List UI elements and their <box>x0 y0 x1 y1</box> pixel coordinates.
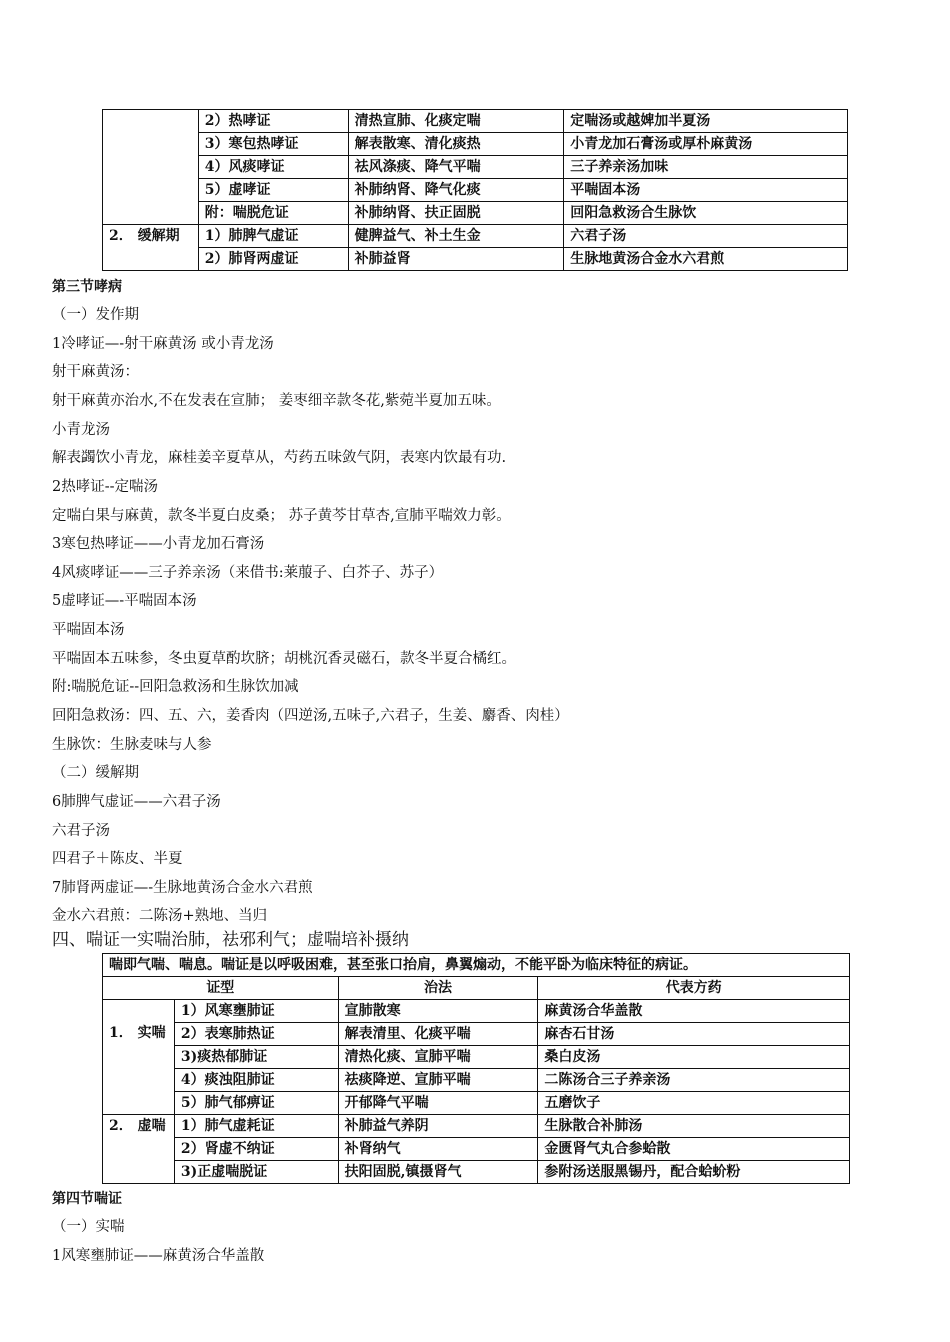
table-cell-group: 2． 虚喘 <box>103 1115 175 1184</box>
table-cell-method: 健脾益气、补土生金 <box>348 225 564 248</box>
table-row <box>103 179 848 202</box>
text-line: 金水六君煎：二陈汤+熟地、当归 <box>52 908 268 924</box>
table-row <box>103 1046 850 1069</box>
table-cell-formula: 六君子汤 <box>564 225 848 248</box>
table-cell-method: 扶阳固脱,镇摄肾气 <box>338 1161 538 1184</box>
text-line: 4风痰哮证——三子养亲汤（来借书:莱菔子、白芥子、苏子） <box>52 565 444 581</box>
table-cell-method: 清热宣肺、化痰定喘 <box>348 110 564 133</box>
table-cell-formula: 金匮肾气丸合参蛤散 <box>538 1138 850 1161</box>
table-cell-formula: 定喘汤或越婢加半夏汤 <box>564 110 848 133</box>
table-cell-method: 解表清里、化痰平喘 <box>338 1023 538 1046</box>
table-cell-type: 1）风寒壅肺证 <box>174 1000 338 1023</box>
table-cell-formula: 二陈汤合三子养亲汤 <box>538 1069 850 1092</box>
table-row <box>103 1000 850 1023</box>
table-cell-method: 补肾纳气 <box>338 1138 538 1161</box>
text-line: 定喘白果与麻黄，款冬半夏白皮桑； 苏子黄芩甘草杏,宣肺平喘效力彰。 <box>52 508 511 524</box>
table-cell-type: 3)痰热郁肺证 <box>174 1046 338 1069</box>
table-cell-method: 祛痰降逆、宣肺平喘 <box>338 1069 538 1092</box>
section-heading-dyspnea: 第四节喘证 <box>52 1191 122 1207</box>
table-cell-formula: 麻杏石甘汤 <box>538 1023 850 1046</box>
text-line: 2热哮证--定喘汤 <box>52 479 159 495</box>
table-cell-method: 祛风涤痰、降气平喘 <box>348 156 564 179</box>
text-line: 1冷哮证—-射干麻黄汤 或小青龙汤 <box>52 336 274 352</box>
table-cell-formula: 平喘固本汤 <box>564 179 848 202</box>
text-line: 平喘固本五味参，冬虫夏草酌坎脐；胡桃沉香灵磁石，款冬半夏合橘红。 <box>52 651 516 667</box>
table-cell-formula: 麻黄汤合华盖散 <box>538 1000 850 1023</box>
table-row <box>103 1161 850 1184</box>
table-row <box>103 225 848 248</box>
section-heading-asthma: 第三节哮病 <box>52 279 122 295</box>
text-line: 1风寒壅肺证——麻黄汤合华盖散 <box>52 1248 265 1264</box>
asthma-treatment-table <box>102 109 848 271</box>
text-line: （一）发作期 <box>52 307 139 323</box>
table-cell-type: 2）肺肾两虚证 <box>198 248 348 271</box>
text-line: 四君子＋陈皮、半夏 <box>52 851 183 867</box>
table-cell-group: 2． 缓解期 <box>103 225 199 271</box>
text-line: （一）实喘 <box>52 1219 125 1235</box>
table-cell-type: 附：喘脱危证 <box>198 202 348 225</box>
table-cell-formula: 参附汤送服黑锡丹，配合蛤蚧粉 <box>538 1161 850 1184</box>
table-cell-formula: 小青龙加石膏汤或厚朴麻黄汤 <box>564 133 848 156</box>
table-cell-method: 开郁降气平喘 <box>338 1092 538 1115</box>
text-line: 六君子汤 <box>52 823 110 839</box>
table-cell-method: 补肺纳肾、扶正固脱 <box>348 202 564 225</box>
text-line: 附:喘脱危证--回阳急救汤和生脉饮加减 <box>52 679 299 695</box>
table-cell-formula: 桑白皮汤 <box>538 1046 850 1069</box>
text-line: 3寒包热哮证——小青龙加石膏汤 <box>52 536 265 552</box>
table-cell-type: 1）肺脾气虚证 <box>198 225 348 248</box>
table-cell-method: 宣肺散寒 <box>338 1000 538 1023</box>
table-cell-type: 2）表寒肺热证 <box>174 1023 338 1046</box>
table-cell-method: 补肺益肾 <box>348 248 564 271</box>
table-cell-type: 3)正虚喘脱证 <box>174 1161 338 1184</box>
table-cell-group <box>103 110 199 225</box>
table-row <box>103 156 848 179</box>
table-row <box>103 248 848 271</box>
table-row <box>103 1115 850 1138</box>
header-type: 证型 <box>103 977 339 1000</box>
text-line: 射干麻黄亦治水,不在发表在宣肺； 姜枣细辛款冬花,紫菀半夏加五味。 <box>52 393 501 409</box>
table-cell-formula: 生脉散合补肺汤 <box>538 1115 850 1138</box>
table-cell-method: 解表散寒、清化痰热 <box>348 133 564 156</box>
table-row <box>103 133 848 156</box>
table-row <box>103 1092 850 1115</box>
table-intro: 喘即气喘、喘息。喘证是以呼吸困难，甚至张口抬肩，鼻翼煽动，不能平卧为临床特征的病证。 <box>103 954 850 977</box>
header-method: 治法 <box>338 977 538 1000</box>
table-cell-method: 补肺益气养阴 <box>338 1115 538 1138</box>
text-line: 小青龙汤 <box>52 422 110 438</box>
table-cell-type: 2）热哮证 <box>198 110 348 133</box>
table-cell-formula: 三子养亲汤加味 <box>564 156 848 179</box>
text-line: 射干麻黄汤： <box>52 364 139 380</box>
table-row <box>103 1023 850 1046</box>
header-formula: 代表方药 <box>538 977 850 1000</box>
table-cell-formula: 生脉地黄汤合金水六君煎 <box>564 248 848 271</box>
dyspnea-treatment-table <box>102 953 850 1184</box>
section-title-dyspnea: 四、喘证一实喘治肺，祛邪利气；虚喘培补摄纳 <box>52 930 409 950</box>
table-row <box>103 110 848 133</box>
text-line: 回阳急救汤：四、五、六，姜香肉（四逆汤,五味子,六君子，生姜、麝香、肉桂） <box>52 708 569 724</box>
table-cell-type: 3）寒包热哮证 <box>198 133 348 156</box>
table-cell-method: 清热化痰、宣肺平喘 <box>338 1046 538 1069</box>
table-cell-type: 4）风痰哮证 <box>198 156 348 179</box>
table-cell-type: 5）肺气郁痹证 <box>174 1092 338 1115</box>
text-line: 7肺肾两虚证—-生脉地黄汤合金水六君煎 <box>52 880 313 896</box>
table-cell-method: 补肺纳肾、降气化痰 <box>348 179 564 202</box>
table-row <box>103 202 848 225</box>
table-row <box>103 1138 850 1161</box>
table-intro-row <box>103 954 850 977</box>
table-cell-formula: 回阳急救汤合生脉饮 <box>564 202 848 225</box>
table-cell-formula: 五磨饮子 <box>538 1092 850 1115</box>
text-line: （二）缓解期 <box>52 765 139 781</box>
table-cell-group: 1． 实喘 <box>103 1000 175 1115</box>
text-line: 5虚哮证—-平喘固本汤 <box>52 593 197 609</box>
table-cell-type: 1）肺气虚耗证 <box>174 1115 338 1138</box>
table-header-row <box>103 977 850 1000</box>
text-line: 平喘固本汤 <box>52 622 125 638</box>
table-cell-type: 5）虚哮证 <box>198 179 348 202</box>
table-row <box>103 1069 850 1092</box>
table-cell-type: 2）肾虚不纳证 <box>174 1138 338 1161</box>
text-line: 解表蠲饮小青龙，麻桂姜辛夏草从，芍药五味敛气阴，表寒内饮最有功. <box>52 450 507 466</box>
text-line: 6肺脾气虚证——六君子汤 <box>52 794 221 810</box>
text-line: 生脉饮：生脉麦味与人参 <box>52 737 212 753</box>
table-cell-type: 4）痰浊阻肺证 <box>174 1069 338 1092</box>
